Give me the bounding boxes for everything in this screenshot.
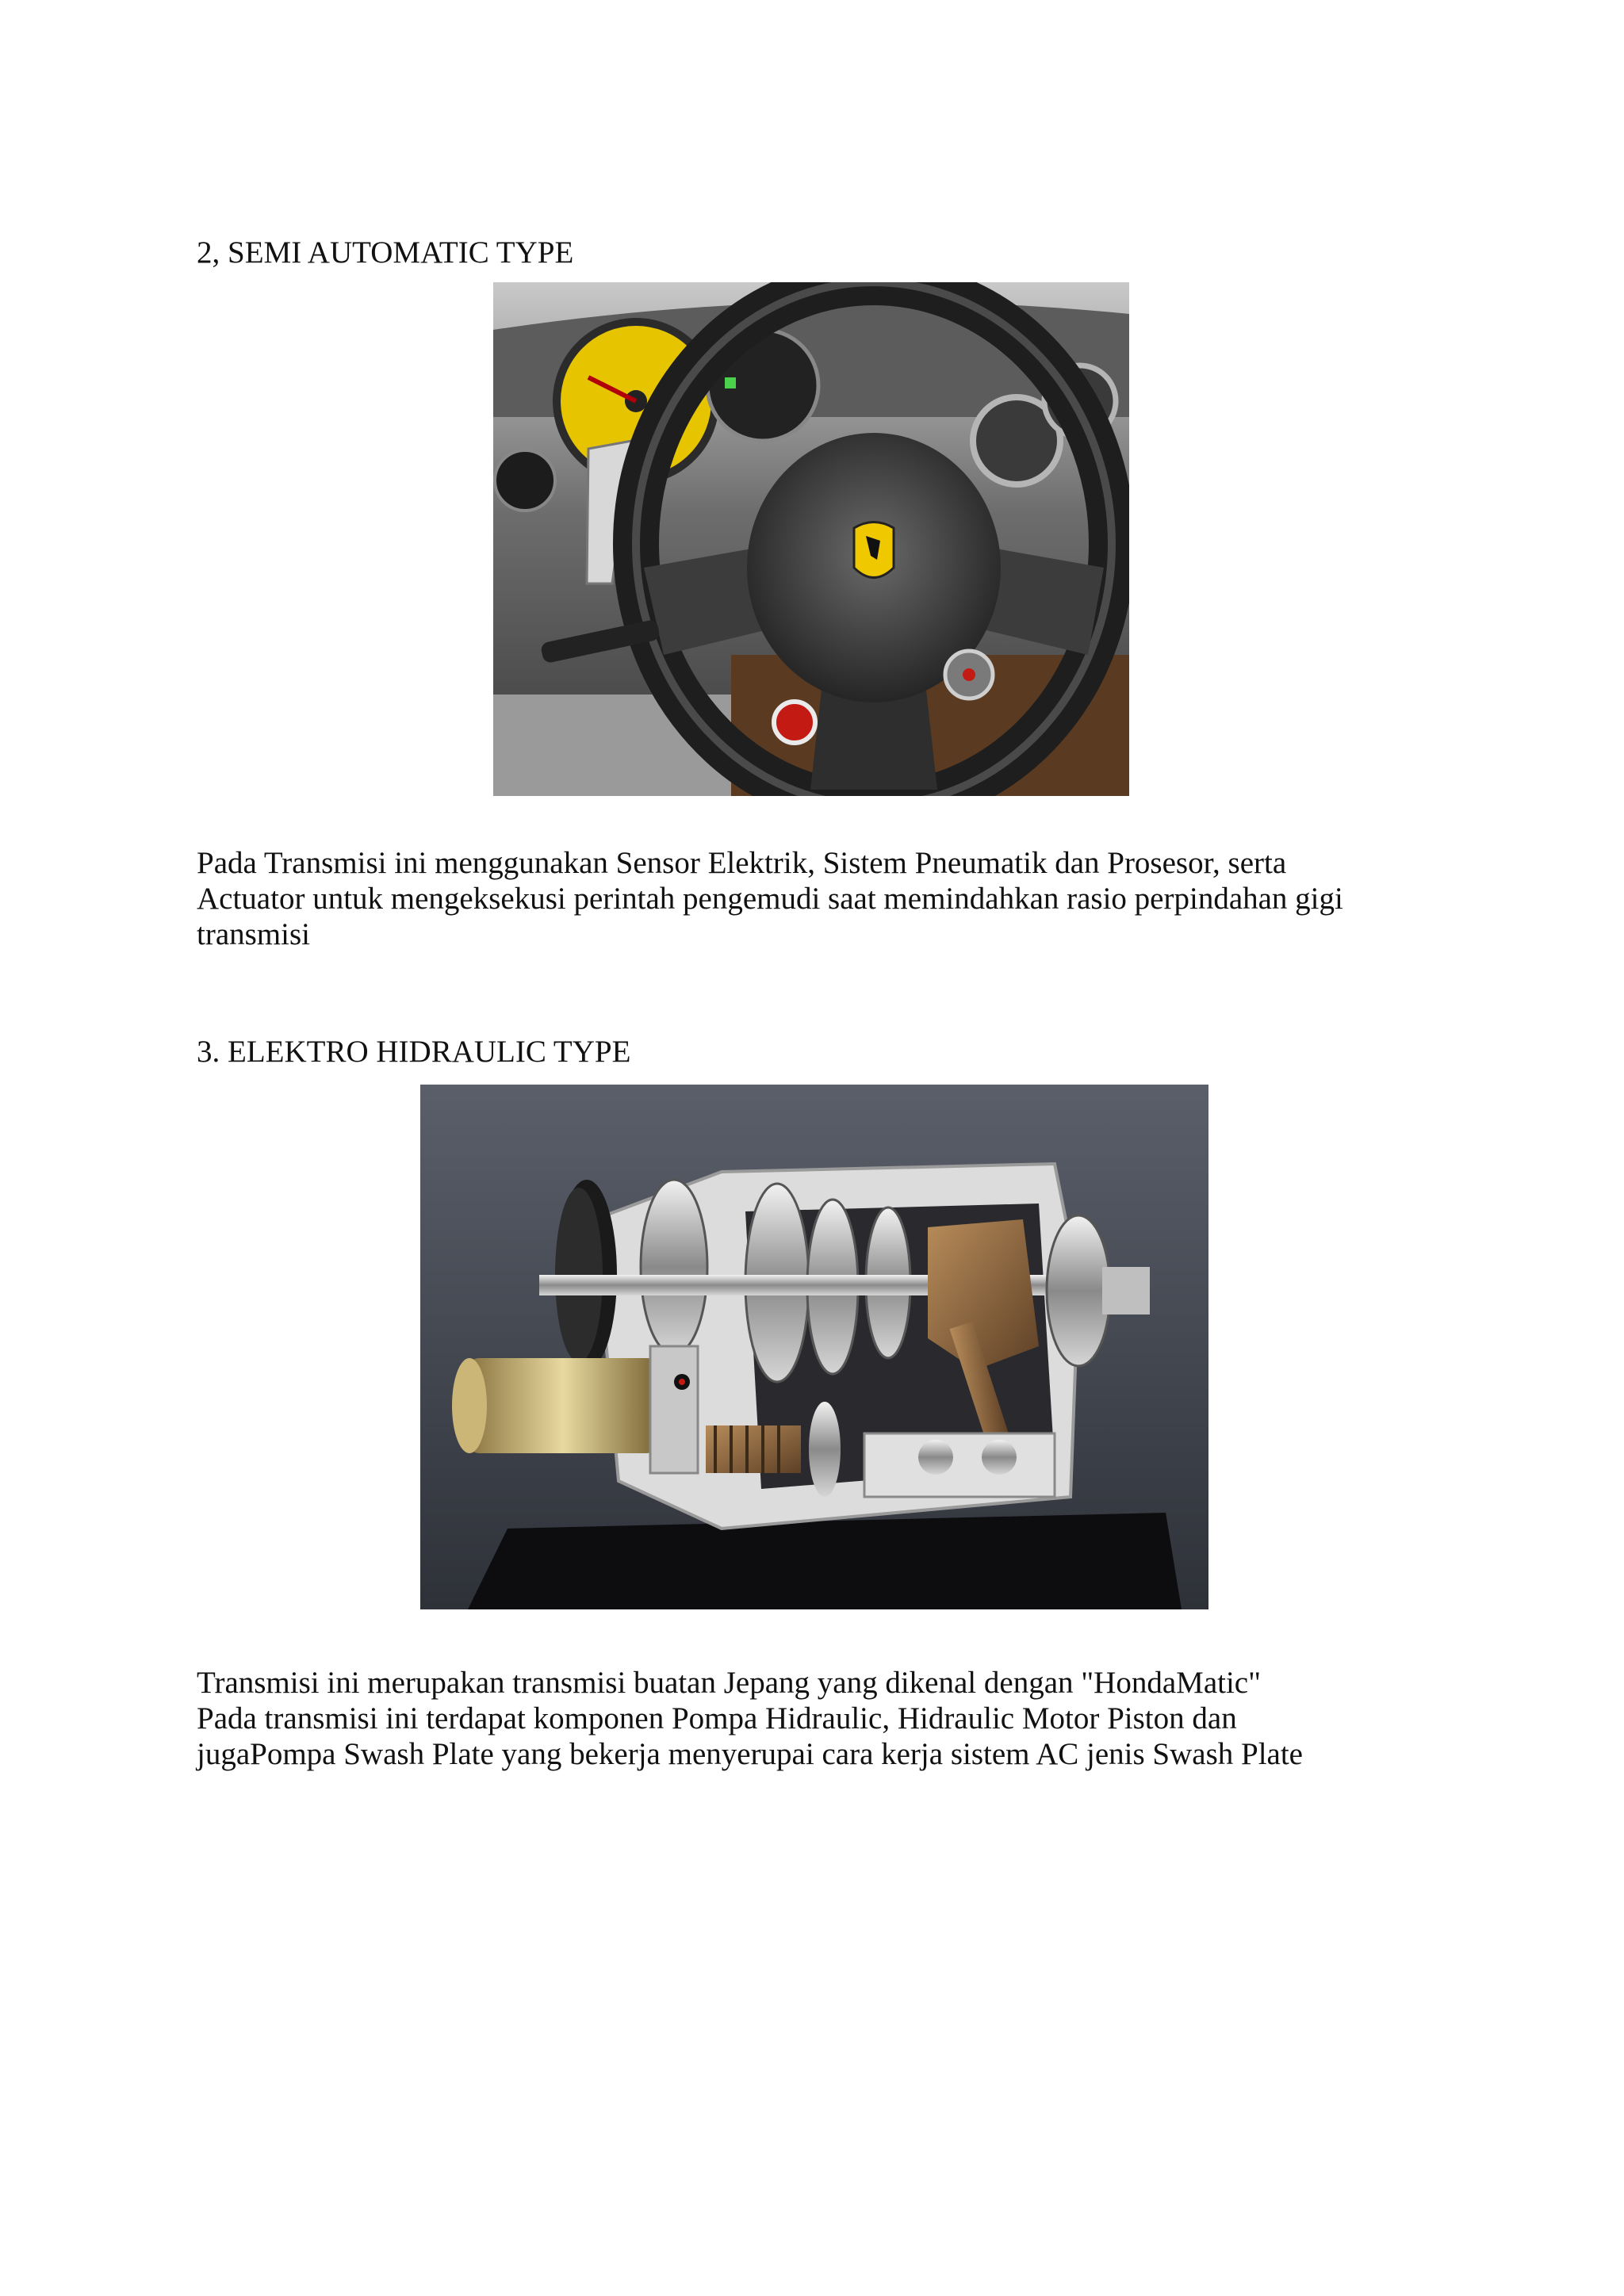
steering-wheel-illustration: [493, 282, 1129, 796]
section-heading-semi-automatic: 2, SEMI AUTOMATIC TYPE: [197, 235, 574, 270]
elektro-hidraulic-line-2: Pada transmisi ini terdapat komponen Pompa Hidraulic, Hidraulic Motor Piston dan: [197, 1701, 1237, 1735]
semi-automatic-line-3: transmisi: [197, 917, 310, 951]
hydraulic-transmission-photo: [420, 1085, 1208, 1609]
elektro-hidraulic-description: [197, 1665, 1428, 1772]
steering-wheel-photo: [493, 282, 1129, 796]
elektro-hidraulic-line-1: Transmisi ini merupakan transmisi buatan Jepang yang dikenal dengan "HondaMatic": [197, 1666, 1262, 1700]
semi-automatic-line-2: Actuator untuk mengeksekusi perintah pengemudi saat memindahkan rasio perpindahan gigi: [197, 882, 1343, 916]
semi-automatic-line-1: Pada Transmisi ini menggunakan Sensor Elektrik, Sistem Pneumatik dan Prosesor, serta: [197, 846, 1287, 880]
elektro-hidraulic-line-3: jugaPompa Swash Plate yang bekerja menyerupai cara kerja sistem AC jenis Swash Plate: [197, 1737, 1303, 1771]
transmission-cutaway-illustration: [420, 1085, 1208, 1609]
semi-automatic-description: [197, 845, 1428, 952]
section-heading-elektro-hidraulic: 3. ELEKTRO HIDRAULIC TYPE: [197, 1035, 631, 1069]
